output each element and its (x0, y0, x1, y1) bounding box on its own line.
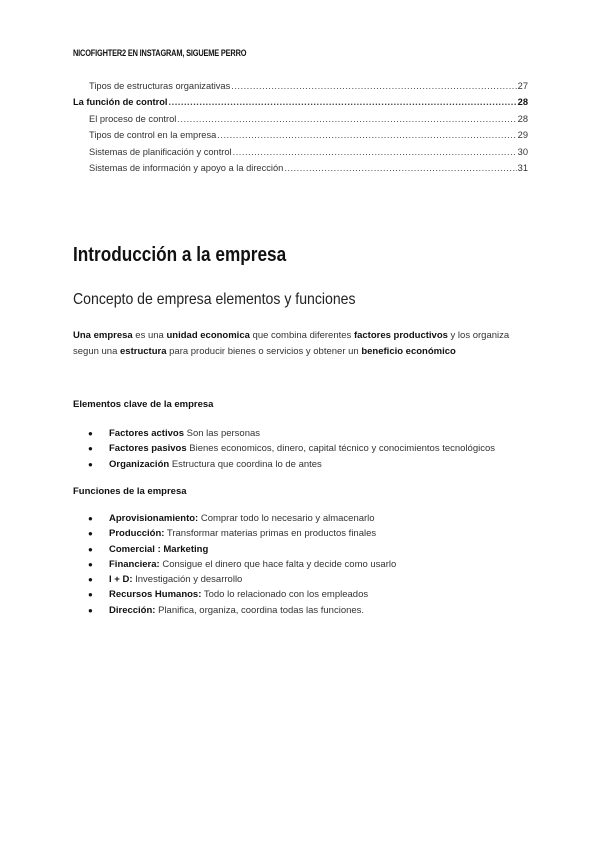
item-description: Transformar materias primas en productos finales (164, 528, 377, 540)
section-title: Introducción a la empresa (73, 244, 287, 266)
table-of-contents (73, 78, 528, 176)
bullet-icon: ● (88, 575, 93, 585)
toc-entry[interactable] (73, 78, 528, 94)
toc-entry-label: Tipos de estructuras organizativas (89, 81, 231, 91)
toc-entry-label: El proceso de control (89, 113, 177, 124)
toc-entry-label: Sistemas de planificación y control (89, 146, 232, 157)
intro-paragraph (73, 328, 518, 359)
bullet-icon: ● (88, 544, 93, 554)
list-item (88, 511, 396, 526)
toc-entry-label: La función de control (73, 97, 168, 108)
toc-entry-label: Tipos de control en la empresa (89, 130, 217, 141)
list-item (88, 542, 396, 557)
item-description: Bienes economicos, dinero, capital técnico y conocimientos tecnológicos (186, 443, 496, 455)
toc-leader-dots (177, 111, 516, 127)
item-term: Aprovisionamiento: (109, 513, 199, 524)
item-description: Son las personas (183, 428, 261, 439)
bullet-icon: ● (88, 529, 93, 539)
toc-leader-dots (217, 127, 516, 143)
paragraph-text: y los organiza segun una (73, 330, 510, 357)
item-description: Todo lo relacionado con los empleados (201, 589, 369, 601)
toc-entry-label: Sistemas de información y apoyo a la dirección (89, 162, 284, 173)
toc-entry-page: 28 (517, 113, 528, 124)
item-term: Comercial : Marketing (109, 543, 209, 555)
elements-heading: Elementos clave de la empresa (73, 399, 214, 410)
item-description: Investigación y desarrollo (132, 574, 243, 586)
list-item (88, 557, 396, 572)
bullet-icon: ● (88, 605, 93, 615)
bullet-icon: ● (88, 459, 93, 469)
toc-entry-page: 31 (517, 162, 528, 173)
list-item (88, 526, 396, 541)
list-item (88, 572, 396, 587)
item-term: Financiera: (109, 558, 160, 570)
item-term: Factores pasivos (109, 443, 187, 455)
paragraph-text: para producir bienes o servicios y obtener un (166, 345, 362, 357)
toc-leader-dots (231, 78, 516, 94)
bold-term: unidad economica (166, 330, 250, 341)
bold-term: beneficio económico (361, 345, 456, 357)
item-description: Consigue el dinero que hace falta y decide como usarlo (159, 558, 397, 570)
item-description: Estructura que coordina lo de antes (169, 458, 322, 470)
toc-leader-dots (233, 144, 517, 160)
toc-entry[interactable] (73, 127, 528, 143)
list-item (88, 441, 495, 456)
bullet-icon: ● (88, 559, 93, 569)
list-item (88, 426, 495, 441)
functions-heading: Funciones de la empresa (73, 486, 187, 497)
page-header: NICOFIGHTER2 EN INSTAGRAM, SIGUEME PERRO (73, 48, 247, 58)
toc-entry-page: 30 (517, 146, 528, 157)
toc-entry[interactable] (73, 94, 528, 110)
item-term: Factores activos (109, 428, 184, 439)
item-term: I + D: (109, 574, 133, 586)
toc-entry-page: 27 (517, 81, 528, 91)
bold-term: Una empresa (73, 330, 133, 341)
list-item (88, 587, 396, 602)
bullet-icon: ● (88, 590, 93, 600)
paragraph-text: que combina diferentes (249, 330, 354, 341)
toc-entry-page: 28 (517, 97, 528, 108)
section-subtitle: Concepto de empresa elementos y funciones (73, 291, 356, 308)
bold-term: factores productivos (353, 330, 448, 341)
list-item (88, 457, 495, 472)
toc-leader-dots (284, 160, 516, 176)
item-term: Organización (109, 458, 170, 470)
toc-entry[interactable] (73, 160, 528, 176)
bold-term: estructura (120, 345, 167, 357)
bullet-icon: ● (88, 514, 93, 523)
toc-entry-page: 29 (517, 130, 528, 141)
functions-list (88, 511, 396, 618)
list-item (88, 603, 396, 618)
toc-leader-dots (169, 94, 517, 110)
item-term: Producción: (109, 528, 165, 540)
toc-entry[interactable] (73, 144, 528, 160)
item-term: Recursos Humanos: (109, 589, 202, 601)
item-description: Planifica, organiza, coordina todas las funciones. (155, 604, 365, 616)
item-description: Comprar todo lo necesario y almacenarlo (198, 513, 375, 524)
bullet-icon: ● (88, 429, 93, 438)
bullet-icon: ● (88, 444, 93, 454)
elements-list (88, 426, 495, 472)
paragraph-text: es una (132, 330, 167, 341)
item-term: Dirección: (109, 604, 156, 616)
toc-entry[interactable] (73, 111, 528, 127)
